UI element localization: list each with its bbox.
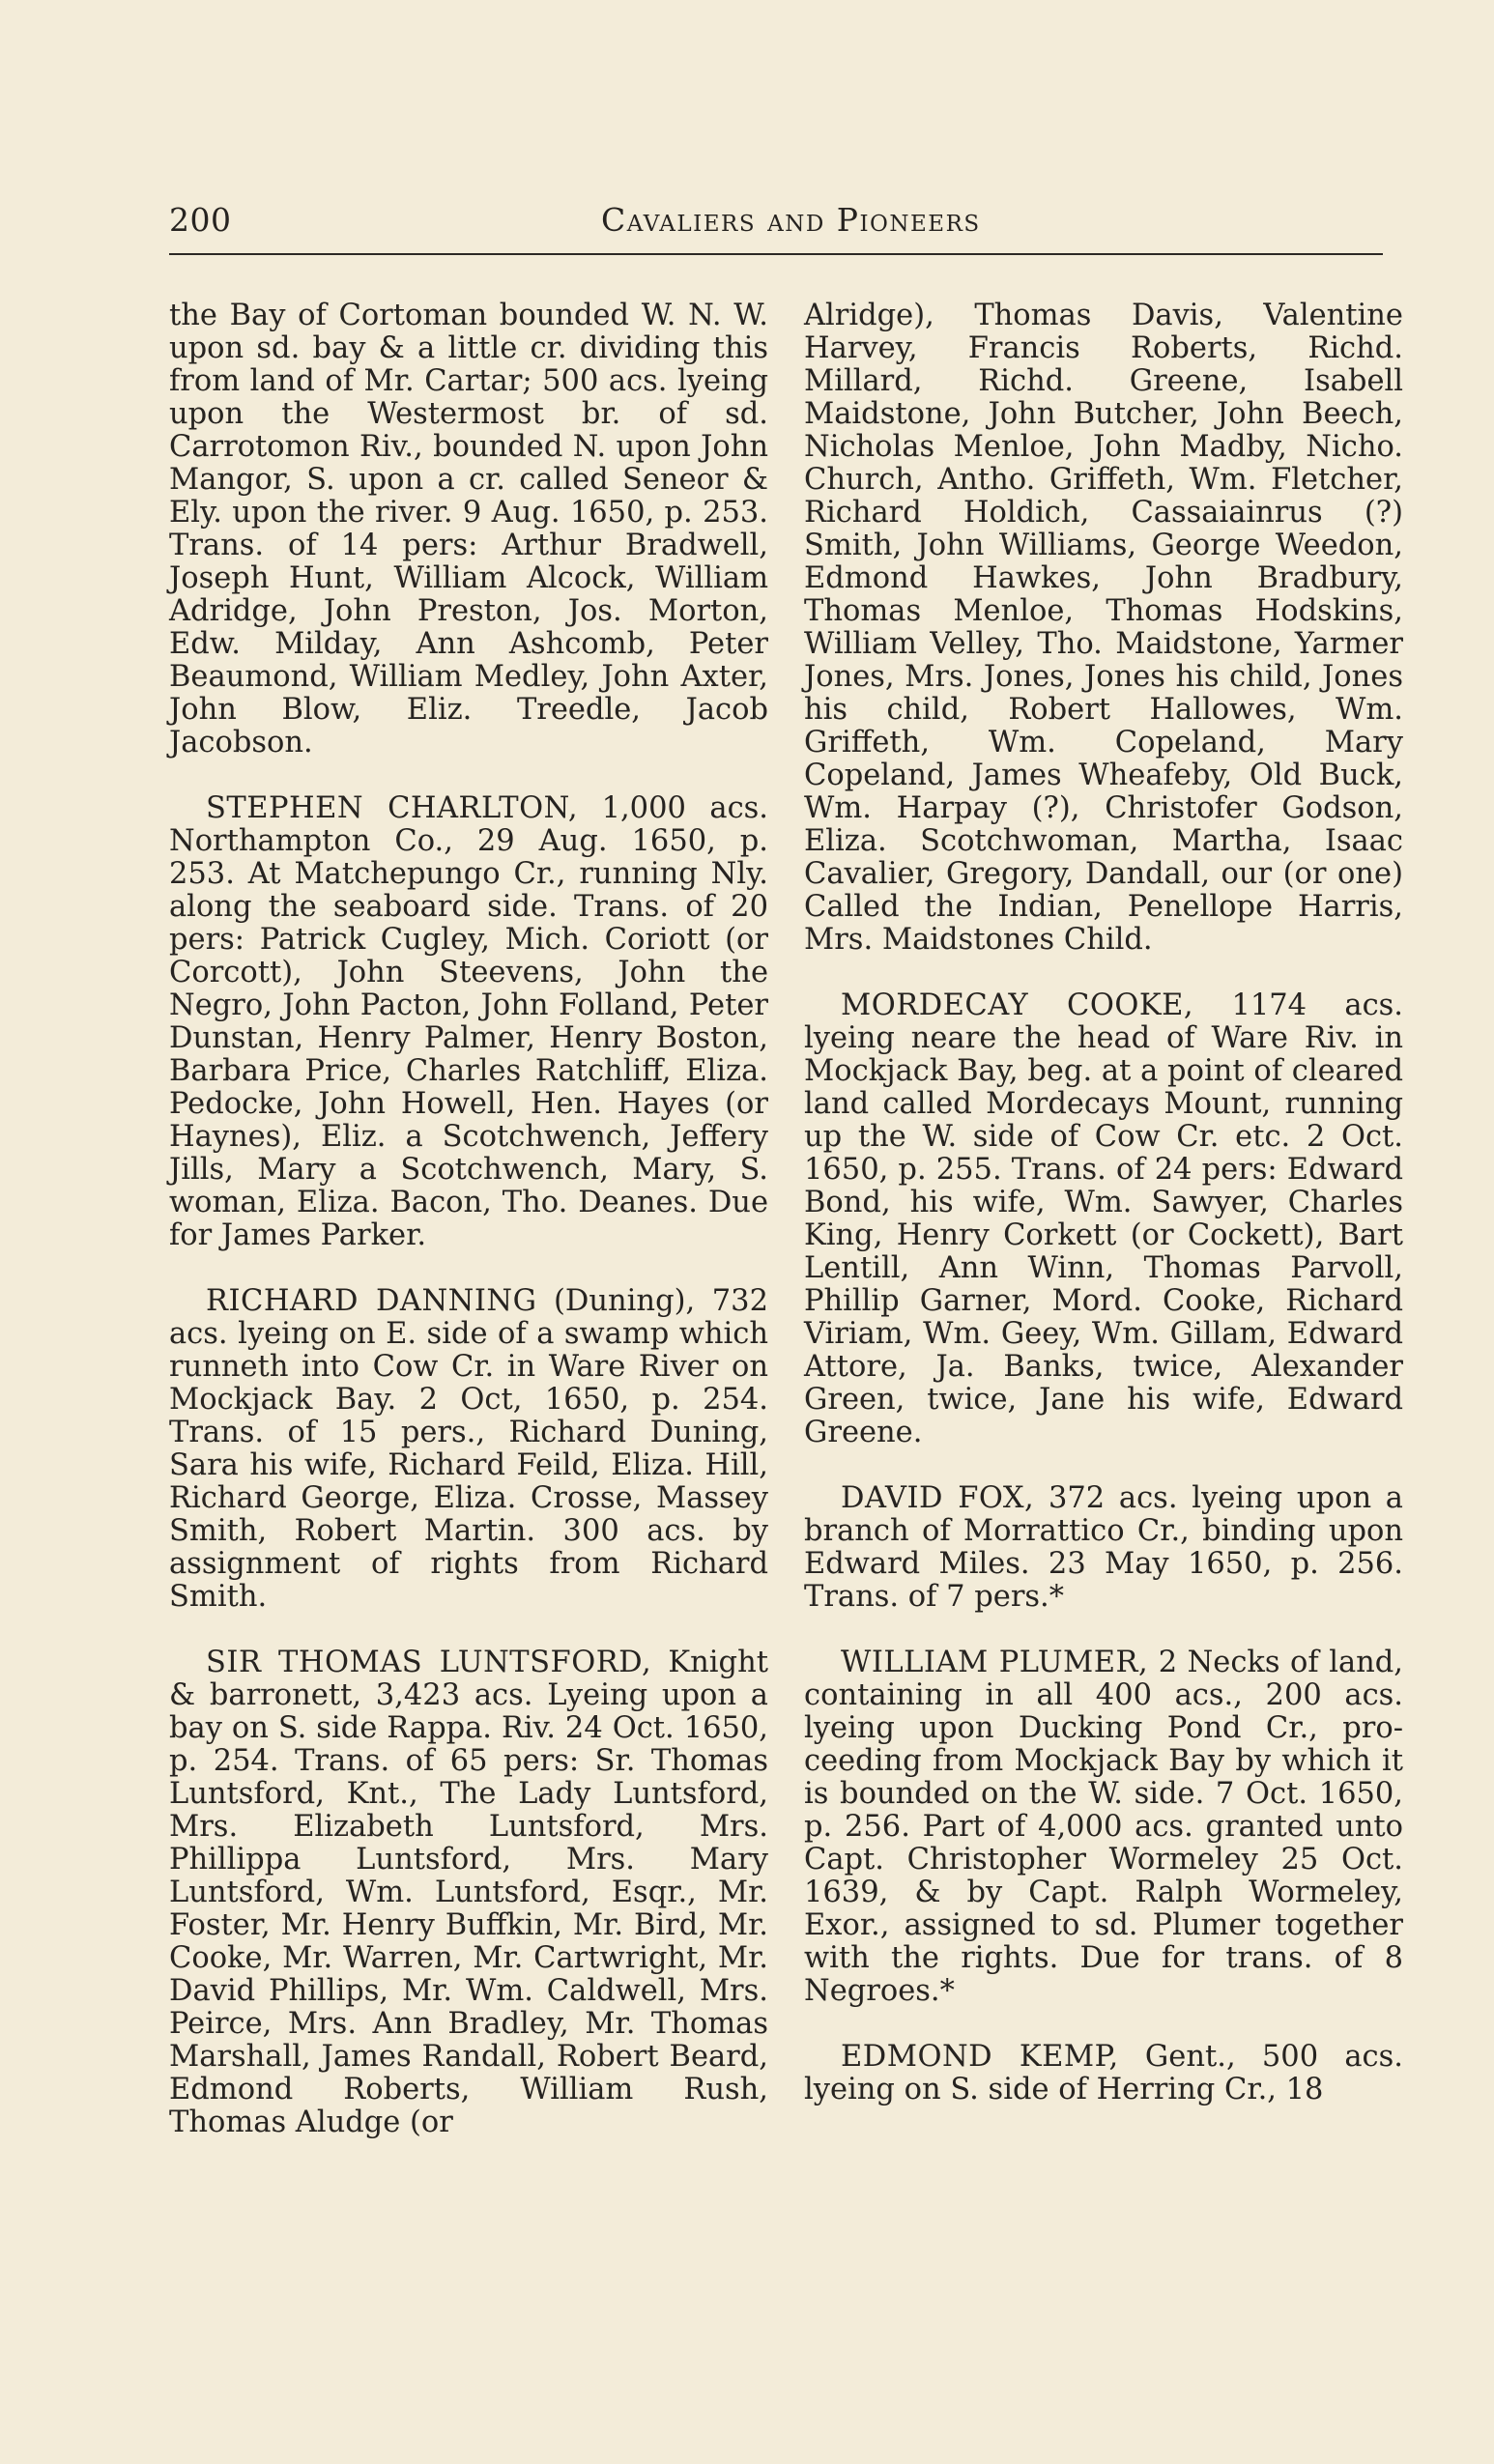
left-column	[169, 300, 768, 2139]
entry-name: STEPHEN CHARLTON,	[206, 791, 579, 825]
patent-entry	[804, 2041, 1403, 2106]
patent-entry	[169, 300, 768, 759]
patent-entry	[169, 792, 768, 1252]
entry-text: Gent., 500 acs. lyeing on S. side of Herring Cr., 18	[804, 2040, 1403, 2106]
patent-entry	[804, 989, 1403, 1449]
running-head: Cavaliers and Pioneers	[601, 201, 981, 239]
entry-text: Alridge), Thomas Davis, Valentine Harvey, Francis Roberts, Richd. Millard, Richd. Greene, Isabell Maidstone, John Butcher, John Beech, Nicholas Menloe, John Madby, Nicho. Church, Antho. Griffeth, Wm. Fletcher, Richard Holdich, Cassaiainrus (?) Smith, John Williams, George Weedon, Edmond Hawkes, John Bradbury, Thomas Menloe, Thomas Hodskins, William Velley, Tho. Maidstone, Yarmer Jones, Mrs. Jones, Jones his child, Jones his child, Robert Hallowes, Wm. Griffeth, Wm. Copeland, Mary Copeland, James Wheafeby, Old Buck, Wm. Harpay (?), Christofer Godson, Eliza. Scotchwoman, Martha, Isaac Cavalier, Gregory, Dandall, our (or one) Called the Indian, Penellope Harris, Mrs. Maidstones Child.	[804, 299, 1403, 957]
entry-name: EDMOND KEMP,	[841, 2040, 1119, 2074]
entry-name: SIR THOMAS LUNTSFORD,	[206, 1646, 652, 1679]
entry-text: 372 acs. lyeing upon a branch of Morrattico Cr., binding upon Edward Miles. 23 May 1650, p. 256. Trans. of 7 pers.*	[804, 1481, 1403, 1614]
page-number: 200	[169, 201, 232, 239]
patent-entry	[804, 1482, 1403, 1614]
patent-entry	[169, 1285, 768, 1614]
header-rule	[169, 253, 1383, 255]
entry-text: 1,000 acs. Northampton Co., 29 Aug. 1650, p. 253. At Matchepungo Cr., running Nly. along the seaboard side. Trans. of 20 pers: Patrick Cugley, Mich. Coriott (or Corcott), John Steevens, John the Negro, John Pacton, John Folland, Peter Dunstan, Henry Palmer, Henry Boston, Barbara Price, Charles Ratchliff, Eliza. Pedocke, John Howell, Hen. Hayes (or Haynes), Eliz. a Scotchwench, Jeffery Jills, Mary a Scotchwench, Mary, S. woman, Eliza. Bacon, Tho. Deanes. Due for James Parker.	[169, 791, 768, 1252]
entry-name: DAVID FOX,	[841, 1481, 1035, 1515]
right-column	[804, 300, 1403, 2106]
patent-entry	[804, 300, 1403, 957]
entry-name: WILLIAM PLUMER,	[841, 1646, 1149, 1679]
patent-entry	[169, 1647, 768, 2139]
entry-name: MORDECAY COOKE,	[841, 988, 1194, 1022]
entry-text: 1174 acs. lyeing neare the head of Ware Riv. in Mockjack Bay, beg. at a point of cleared land called Mordecays Mount, running up the W. side of Cow Cr. etc. 2 Oct. 1650, p. 255. Trans. of 24 pers: Edward Bond, his wife, Wm. Sawyer, Charles King, Henry Corkett (or Cockett), Bart Lentill, Ann Winn, Thomas Parvoll, Phillip Garner, Mord. Cooke, Richard Viriam, Wm. Geey, Wm. Gillam, Edward Attore, Ja. Banks, twice, Alexander Green, twice, Jane his wife, Edward Greene.	[804, 988, 1404, 1449]
entry-text: 2 Necks of land, containing in all 400 acs., 200 acs. lyeing upon Ducking Pond Cr., proceeding from Mockjack Bay by which it is bounded on the W. side. 7 Oct. 1650, p. 256. Part of 4,000 acs. granted unto Capt. Christopher Wormeley 25 Oct. 1639, & by Capt. Ralph Wormeley, Exor., assigned to sd. Plumer together with the rights. Due for trans. of 8 Negroes.*	[804, 1646, 1404, 2008]
entry-text: Knight & barronett, 3,423 acs. Lyeing upon a bay on S. side Rappa. Riv. 24 Oct. 1650, p. 254. Trans. of 65 pers: Sr. Thomas Luntsford, Knt., The Lady Luntsford, Mrs. Elizabeth Luntsford, Mrs. Phillippa Luntsford, Mrs. Mary Luntsford, Wm. Luntsford, Esqr., Mr. Foster, Mr. Henry Buffkin, Mr. Bird, Mr. Cooke, Mr. Warren, Mr. Cartwright, Mr. David Phillips, Mr. Wm. Caldwell, Mrs. Peirce, Mrs. Ann Bradley, Mr. Thomas Marshall, James Randall, Robert Beard, Edmond Roberts, William Rush, Thomas Aludge (or	[169, 1646, 768, 2139]
patent-entry	[804, 1647, 1403, 2008]
entry-name: RICHARD DANNING	[206, 1284, 537, 1318]
entry-text: (Duning), 732 acs. lyeing on E. side of a swamp which runneth into Cow Cr. in Ware River on Mockjack Bay. 2 Oct, 1650, p. 254. Trans. of 15 pers., Richard Duning, Sara his wife, Richard Feild, Eliza. Hill, Richard George, Eliza. Crosse, Massey Smith, Robert Martin. 300 acs. by assignment of rights from Richard Smith.	[169, 1284, 768, 1614]
entry-text: the Bay of Cortoman bounded W. N. W. upon sd. bay & a little cr. dividing this from land of Mr. Cartar; 500 acs. lyeing upon the Westermost br. of sd. Carrotomon Riv., bounded N. upon John Mangor, S. upon a cr. called Seneor & Ely. upon the river. 9 Aug. 1650, p. 253. Trans. of 14 pers: Arthur Bradwell, Joseph Hunt, William Alcock, William Adridge, John Preston, Jos. Morton, Edw. Milday, Ann Ashcomb, Peter Beaumond, William Medley, John Axter, John Blow, Eliz. Treedle, Jacob Jacobson.	[169, 299, 768, 759]
